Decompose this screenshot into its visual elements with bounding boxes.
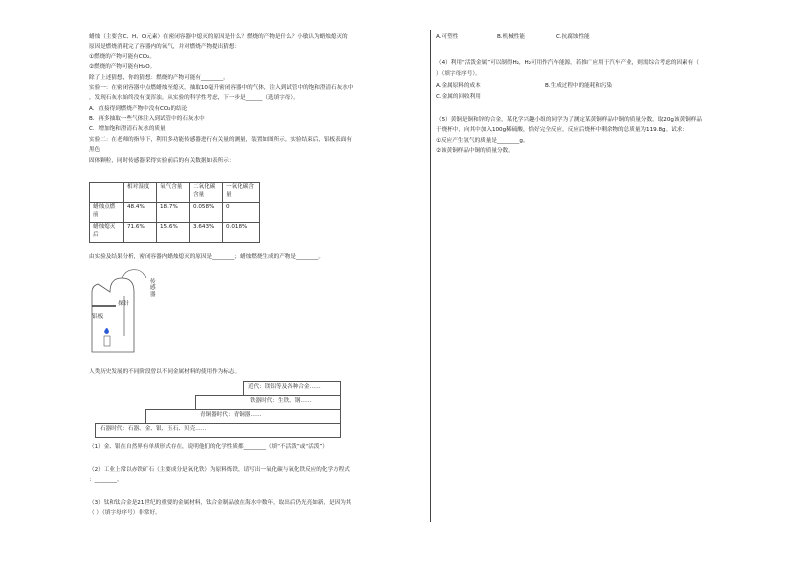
option-a: A．直接得到燃烧产物中没有CO₂的结论	[89, 106, 188, 112]
q4-option-c: C.金属的回收利用	[436, 94, 481, 100]
question-4-line-1: （4）利用“活泼金属”可以制得H₂，H₂可用作汽车能源，若推广应用于汽车产业，则需综合考虑的因素有（	[436, 60, 699, 66]
intro-line-1: 蜡烛（主要含C、H、O元素）在密闭容器中熄灭的原因是什么？燃烧的产物是什么？小敏认为蜡烛熄灭的	[89, 34, 348, 40]
sensor-cable	[122, 270, 146, 278]
history-intro: 人类历史发展的不同阶段曾以不同金属材料的使用作为标志。	[89, 369, 241, 375]
question-5-line-1: （5）黄铜是铜和锌的合金，某化学兴趣小组的同学为了测定某黄铜样品中铜的质量分数，取20g该黄铜样品	[436, 117, 702, 123]
experiment-2-line-3: 固体颗粒，同时传感器采得实验前后的有关数据如表所示：	[89, 158, 235, 164]
analysis-question: 由实验及结果分析，密闭容器内蜡烛熄灭的原因是________；蜡烛燃烧生成的产物是________。	[89, 254, 324, 260]
table-cell: 3.643%	[190, 223, 223, 243]
table-row	[90, 223, 260, 243]
table-cell: 0.018%	[223, 223, 260, 243]
guess-1: ①燃烧的产物可能有CO₂。	[89, 54, 155, 60]
table-header-row	[90, 183, 260, 203]
experiment-2-line-1: 实验二：在老师的指导下，利用多功能传感器进行有关量的测量，装置如图所示。实验结束后，铝板表面有	[89, 137, 352, 143]
q4-option-a: A.金属原料的成本	[436, 83, 481, 89]
stair-label: 近代：镁铝等及各种合金……	[248, 384, 321, 390]
option-c: C．增加饱和澄清石灰水的质量	[89, 126, 166, 132]
table-row	[90, 203, 260, 223]
intro-line-2: 原因是燃烧消耗完了容器内的氧气，并对燃烧产物提出猜想：	[89, 44, 241, 50]
stair-label: 青铜器时代：青铜器……	[200, 412, 262, 418]
table-header-cell: 二氧化碳含量	[190, 183, 223, 203]
stair-modern	[243, 381, 341, 396]
table-header-cell	[90, 183, 124, 203]
stair-label: 石器时代：石器、金、银、玉石、贝壳……	[100, 426, 207, 432]
option-b: B．再多抽取一些气体注入到试管中的石灰水中	[89, 116, 205, 122]
question-5-line-2: 于烧杯中，向其中加入100g稀硫酸，恰好完全反应，反应后烧杯中剩余物的总质量为119.8g。试求：	[436, 127, 688, 133]
question-5-part-2: ②该黄铜样品中铜的质量分数。	[436, 148, 514, 154]
table-cell: 蜡烛熄灭后	[90, 223, 124, 243]
question-2-line-2: ：________。	[89, 477, 123, 483]
table-cell: 0	[223, 203, 260, 223]
plate-label: 铝板	[92, 314, 104, 320]
option-corrosion: C.抗腐蚀性能	[556, 34, 590, 40]
stair-stone-age	[95, 423, 341, 438]
sensor-data-table	[89, 182, 260, 243]
experiment-2-line-2: 黑色	[89, 147, 101, 153]
probe-label: 探针	[118, 301, 130, 307]
column-divider	[430, 30, 431, 522]
stair-iron-age	[195, 395, 341, 410]
question-3-line-2: （ ）（填字母序号）非常好。	[89, 510, 161, 516]
own-guess: 除了上述猜想，你的猜想：燃烧的产物可能有________。	[89, 75, 229, 81]
table-cell: 15.6%	[157, 223, 190, 243]
question-3-line-1: （3）钛和钛合金是21世纪的重要的金属材料，钛合金制品放在海水中数年，取出后仍光亮如新，是因为其	[89, 500, 352, 506]
question-1: （1）金、银在自然界有单质形式存在，说明他们的化学性质都________（填“不活泼”或“活泼”）	[89, 444, 328, 450]
q4-option-b: B.生成过程中的能耗和污染	[545, 83, 613, 89]
stair-label: 铁器时代：生铁、钢……	[250, 398, 312, 404]
sensor-label: 传感器	[150, 279, 156, 298]
table-header-cell: 一氧化碳含量	[223, 183, 260, 203]
table-header-cell: 相对湿度	[124, 183, 157, 203]
stair-bronze-age	[145, 409, 341, 424]
table-cell: 0.058%	[190, 203, 223, 223]
option-mechanical: B.机械性能	[497, 34, 525, 40]
question-5-part-1: ①反应产生氢气的质量是________g。	[436, 138, 529, 144]
table-cell: 18.7%	[157, 203, 190, 223]
experiment-1-line-2: ，发现石灰水始终没有变浑浊。从实验的科学性考虑，下一步是______（选填字母）。	[89, 95, 299, 101]
experiment-1-line-1: 实验一：在密闭容器中点燃蜡烛至熄灭，抽取10毫升密闭容器中的气体，注入到试管中的饱和澄清石灰水中	[89, 85, 354, 91]
question-4-line-2: ）（填字母序号）。	[436, 71, 481, 77]
question-2-line-1: （2）工业上常以赤铁矿石（主要成分是氧化铁）为原料炼铁，请写出一氧化碳与氧化铁反应的化学方程式	[89, 467, 350, 473]
table-cell: 71.6%	[124, 223, 157, 243]
table-header-cell: 氧气含量	[157, 183, 190, 203]
option-plasticity: A.可塑性	[436, 34, 459, 40]
table-cell: 48.4%	[124, 203, 157, 223]
flame-icon	[104, 328, 109, 334]
candle-icon	[104, 336, 110, 346]
guess-2: ②燃烧的产物可能有H₂O。	[89, 64, 156, 70]
table-cell: 蜡烛点燃前	[90, 203, 124, 223]
